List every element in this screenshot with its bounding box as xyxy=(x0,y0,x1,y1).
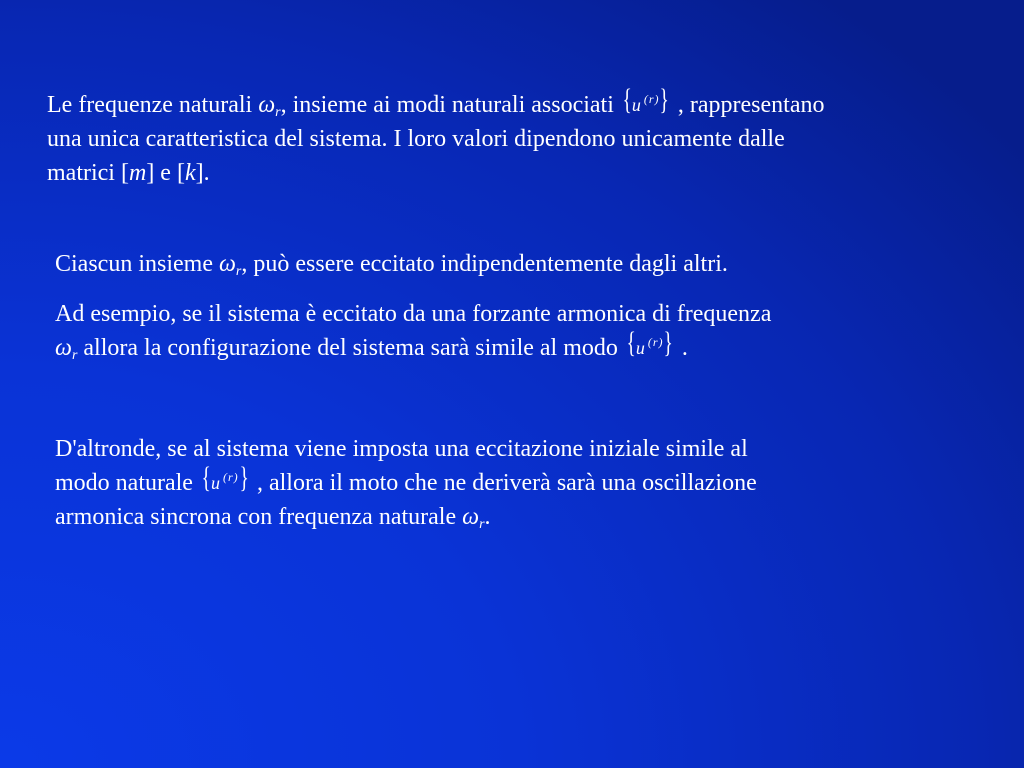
matrix-k: k xyxy=(184,160,196,186)
paragraph-initial-excitation xyxy=(55,432,757,534)
p3-line-2: $\omega_r$ allora la configurazione del sistema sarà simile al modo { u (r) } . xyxy=(55,326,688,363)
paragraph-example xyxy=(55,297,771,365)
omega-r-symbol: $\omega_r$ xyxy=(258,92,281,120)
p1-line-3: matrici [m] e [k]. xyxy=(47,160,210,186)
paragraph-natural-frequencies xyxy=(47,83,825,190)
p1-line-1 xyxy=(47,83,825,122)
p1-text-a: Le frequenze naturali xyxy=(47,92,259,118)
p1-text-c: , rappresentano xyxy=(677,92,825,118)
mode-vector-u-r: { u (r) } xyxy=(622,83,670,116)
p4-line-2: modo naturale { u (r) } , allora il moto che ne deriverà sarà una oscillazione xyxy=(55,466,757,500)
mode-vector-u-r: { u (r) } xyxy=(201,461,249,494)
p3-line-1: Ad esempio, se il sistema è eccitato da una forzante armonica di frequenza xyxy=(55,301,772,327)
p4-line-1: D'altronde, se al sistema viene imposta una eccitazione iniziale simile al xyxy=(55,436,748,462)
omega-r-symbol: $\omega_r$ xyxy=(55,335,78,363)
omega-r-symbol: $\omega_r$ xyxy=(218,251,242,279)
p1-text-b: , insieme ai modi naturali associati xyxy=(280,92,614,118)
p2-line-1: Ciascun insieme $\omega_r$, può essere eccitato indipendentemente dagli altri. xyxy=(55,251,728,279)
matrix-m: m xyxy=(128,160,147,186)
paragraph-each-set xyxy=(55,247,728,281)
p4-line-3: armonica sincrona con frequenza naturale $\omega_r$. xyxy=(55,504,491,532)
omega-r-symbol: $\omega_r$ xyxy=(462,504,485,532)
p1-line-2: una unica caratteristica del sistema. I loro valori dipendono unicamente dalle xyxy=(47,126,785,152)
mode-vector-u-r: { u (r) } xyxy=(626,326,674,359)
